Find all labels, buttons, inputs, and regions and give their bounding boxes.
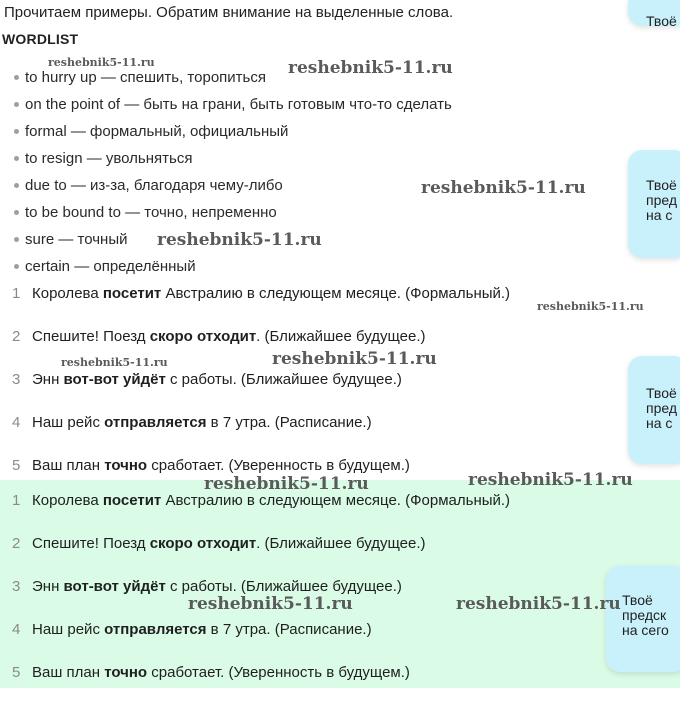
example-item: 1 Королева посетит Австралию в следующем месяце. (Формальный.)	[12, 492, 511, 509]
watermark: reshebnik5-11.ru	[468, 470, 633, 490]
watermark: reshebnik5-11.ru	[421, 178, 586, 198]
bullet-icon	[14, 237, 19, 242]
wordlist-item: certain — определённый	[14, 258, 196, 275]
bullet-icon	[14, 264, 19, 269]
watermark: reshebnik5-11.ru	[204, 474, 369, 494]
wordlist-item: to be bound to — точно, непременно	[14, 204, 277, 221]
watermark: reshebnik5-11.ru	[157, 230, 322, 250]
callout-card[interactable]: Твоё предск на сего	[606, 566, 680, 672]
example-item: 4 Наш рейс отправляется в 7 утра. (Расписание.)	[12, 621, 372, 638]
example-item: 4 Наш рейс отправляется в 7 утра. (Расписание.)	[12, 414, 372, 431]
callout-card[interactable]: Твоё	[628, 0, 680, 26]
example-item: 1 Королева посетит Австралию в следующем месяце. (Формальный.)	[12, 285, 511, 302]
wordlist-item: due to — из-за, благодаря чему-либо	[14, 177, 283, 194]
watermark: reshebnik5-11.ru	[272, 349, 437, 369]
bullet-icon	[14, 129, 19, 134]
example-item: 5 Ваш план точно сработает. (Уверенность в будущем.)	[12, 664, 410, 681]
watermark: reshebnik5-11.ru	[61, 356, 168, 369]
wordlist-title: WORDLIST	[2, 31, 79, 47]
example-item: 5 Ваш план точно сработает. (Уверенность в будущем.)	[12, 457, 410, 474]
example-item: 3 Энн вот-вот уйдёт с работы. (Ближайшее будущее.)	[12, 578, 402, 595]
watermark: reshebnik5-11.ru	[456, 594, 621, 614]
bullet-icon	[14, 210, 19, 215]
callout-card[interactable]: Твоё пред на с	[628, 356, 680, 464]
wordlist-item: formal — формальный, официальный	[14, 123, 288, 140]
example-item: 2 Спешите! Поезд скоро отходит. (Ближайшее будущее.)	[12, 535, 426, 552]
wordlist-item: to resign — увольняться	[14, 150, 192, 167]
example-item: 2 Спешите! Поезд скоро отходит. (Ближайшее будущее.)	[12, 328, 426, 345]
watermark: reshebnik5-11.ru	[188, 594, 353, 614]
bullet-icon	[14, 183, 19, 188]
bullet-icon	[14, 102, 19, 107]
wordlist-item: to hurry up — спешить, торопиться	[14, 69, 266, 86]
wordlist-item: sure — точный	[14, 231, 128, 248]
watermark: reshebnik5-11.ru	[537, 300, 644, 313]
callout-card[interactable]: Твоё пред на с	[628, 150, 680, 258]
watermark: reshebnik5-11.ru	[48, 56, 155, 69]
wordlist-item: on the point of — быть на грани, быть готовым что-то сделать	[14, 96, 452, 113]
bullet-icon	[14, 75, 19, 80]
example-item: 3 Энн вот-вот уйдёт с работы. (Ближайшее будущее.)	[12, 371, 402, 388]
intro-text: Прочитаем примеры. Обратим внимание на выделенные слова.	[4, 4, 454, 21]
watermark: reshebnik5-11.ru	[288, 58, 453, 78]
bullet-icon	[14, 156, 19, 161]
